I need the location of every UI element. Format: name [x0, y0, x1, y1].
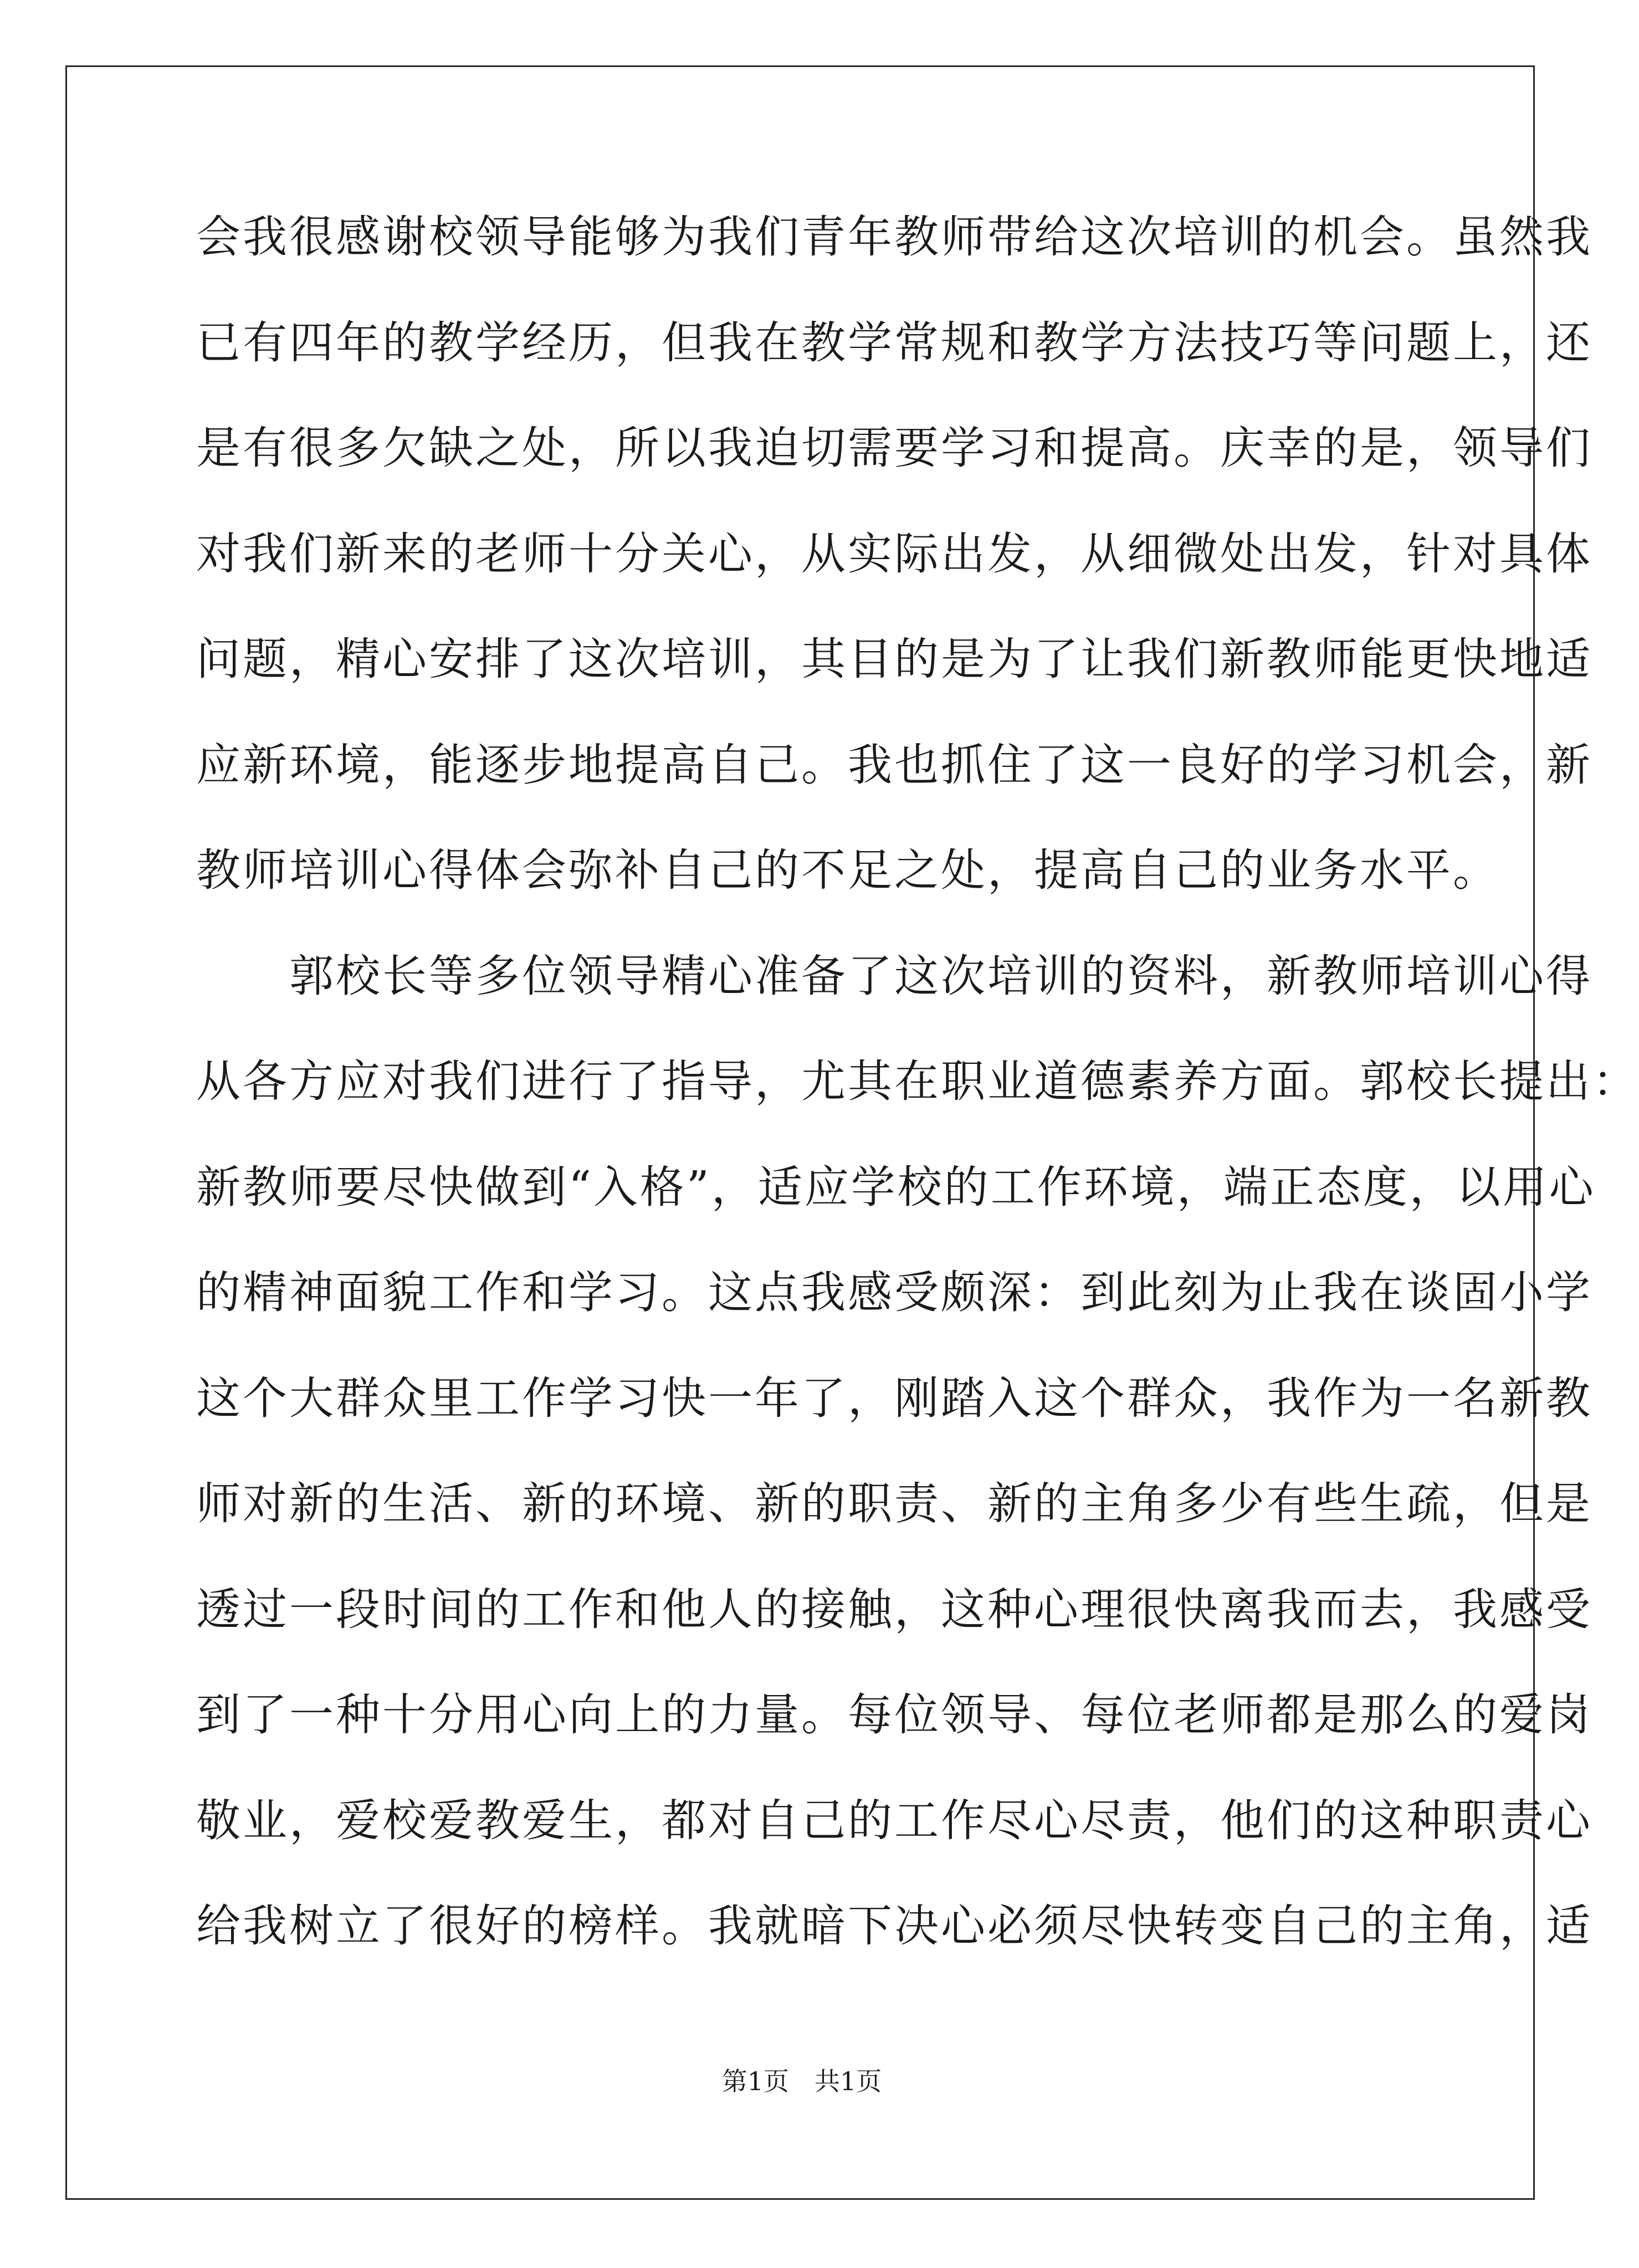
document-body	[196, 211, 1639, 2008]
text-line: 的精神面貌工作和学习。这点我感受颇深：到此刻为止我在谈固小学	[196, 1267, 1592, 1318]
text-line: 对我们新来的老师十分关心，从实际出发，从细微处出发，针对具体	[196, 528, 1592, 580]
text-line: 师对新的生活、新的环境、新的职责、新的主角多少有些生疏，但是	[196, 1478, 1592, 1529]
text-line: 给我树立了很好的榜样。我就暗下决心必须尽快转变自己的主角，适	[196, 1900, 1592, 1952]
text-line: 应新环境，能逐步地提高自己。我也抓住了这一良好的学习机会，新	[196, 739, 1592, 791]
text-line: 已有四年的教学经历，但我在教学常规和教学方法技巧等问题上，还	[196, 316, 1592, 368]
text-line: 新教师要尽快做到“入格”，适应学校的工作环境，端正态度，以用心	[196, 1161, 1596, 1213]
text-line: 会我很感谢校领导能够为我们青年教师带给这次培训的机会。虽然我	[196, 211, 1592, 263]
text-line: 是有很多欠缺之处，所以我迫切需要学习和提高。庆幸的是，领导们	[196, 422, 1592, 474]
text-line: 教师培训心得体会弥补自己的不足之处，提高自己的业务水平。	[196, 844, 1499, 896]
text-line: 敬业，爱校爱教爱生，都对自己的工作尽心尽责，他们的这种职责心	[196, 1794, 1592, 1846]
text-line: 到了一种十分用心向上的力量。每位领导、每位老师都是那么的爱岗	[196, 1689, 1592, 1740]
text-line: 郭校长等多位领导精心准备了这次培训的资料，新教师培训心得	[196, 950, 1592, 1002]
text-line: 透过一段时间的工作和他人的接触，这种心理很快离我而去，我感受	[196, 1583, 1592, 1635]
page-number: 第1页 共1页	[721, 2066, 882, 2096]
text-line: 问题，精心安排了这次培训，其目的是为了让我们新教师能更快地适	[196, 633, 1592, 685]
text-line: 从各方应对我们进行了指导，尤其在职业道德素养方面。郭校长提出：	[196, 1056, 1639, 1107]
text-line: 这个大群众里工作学习快一年了，刚踏入这个群众，我作为一名新教	[196, 1372, 1592, 1424]
